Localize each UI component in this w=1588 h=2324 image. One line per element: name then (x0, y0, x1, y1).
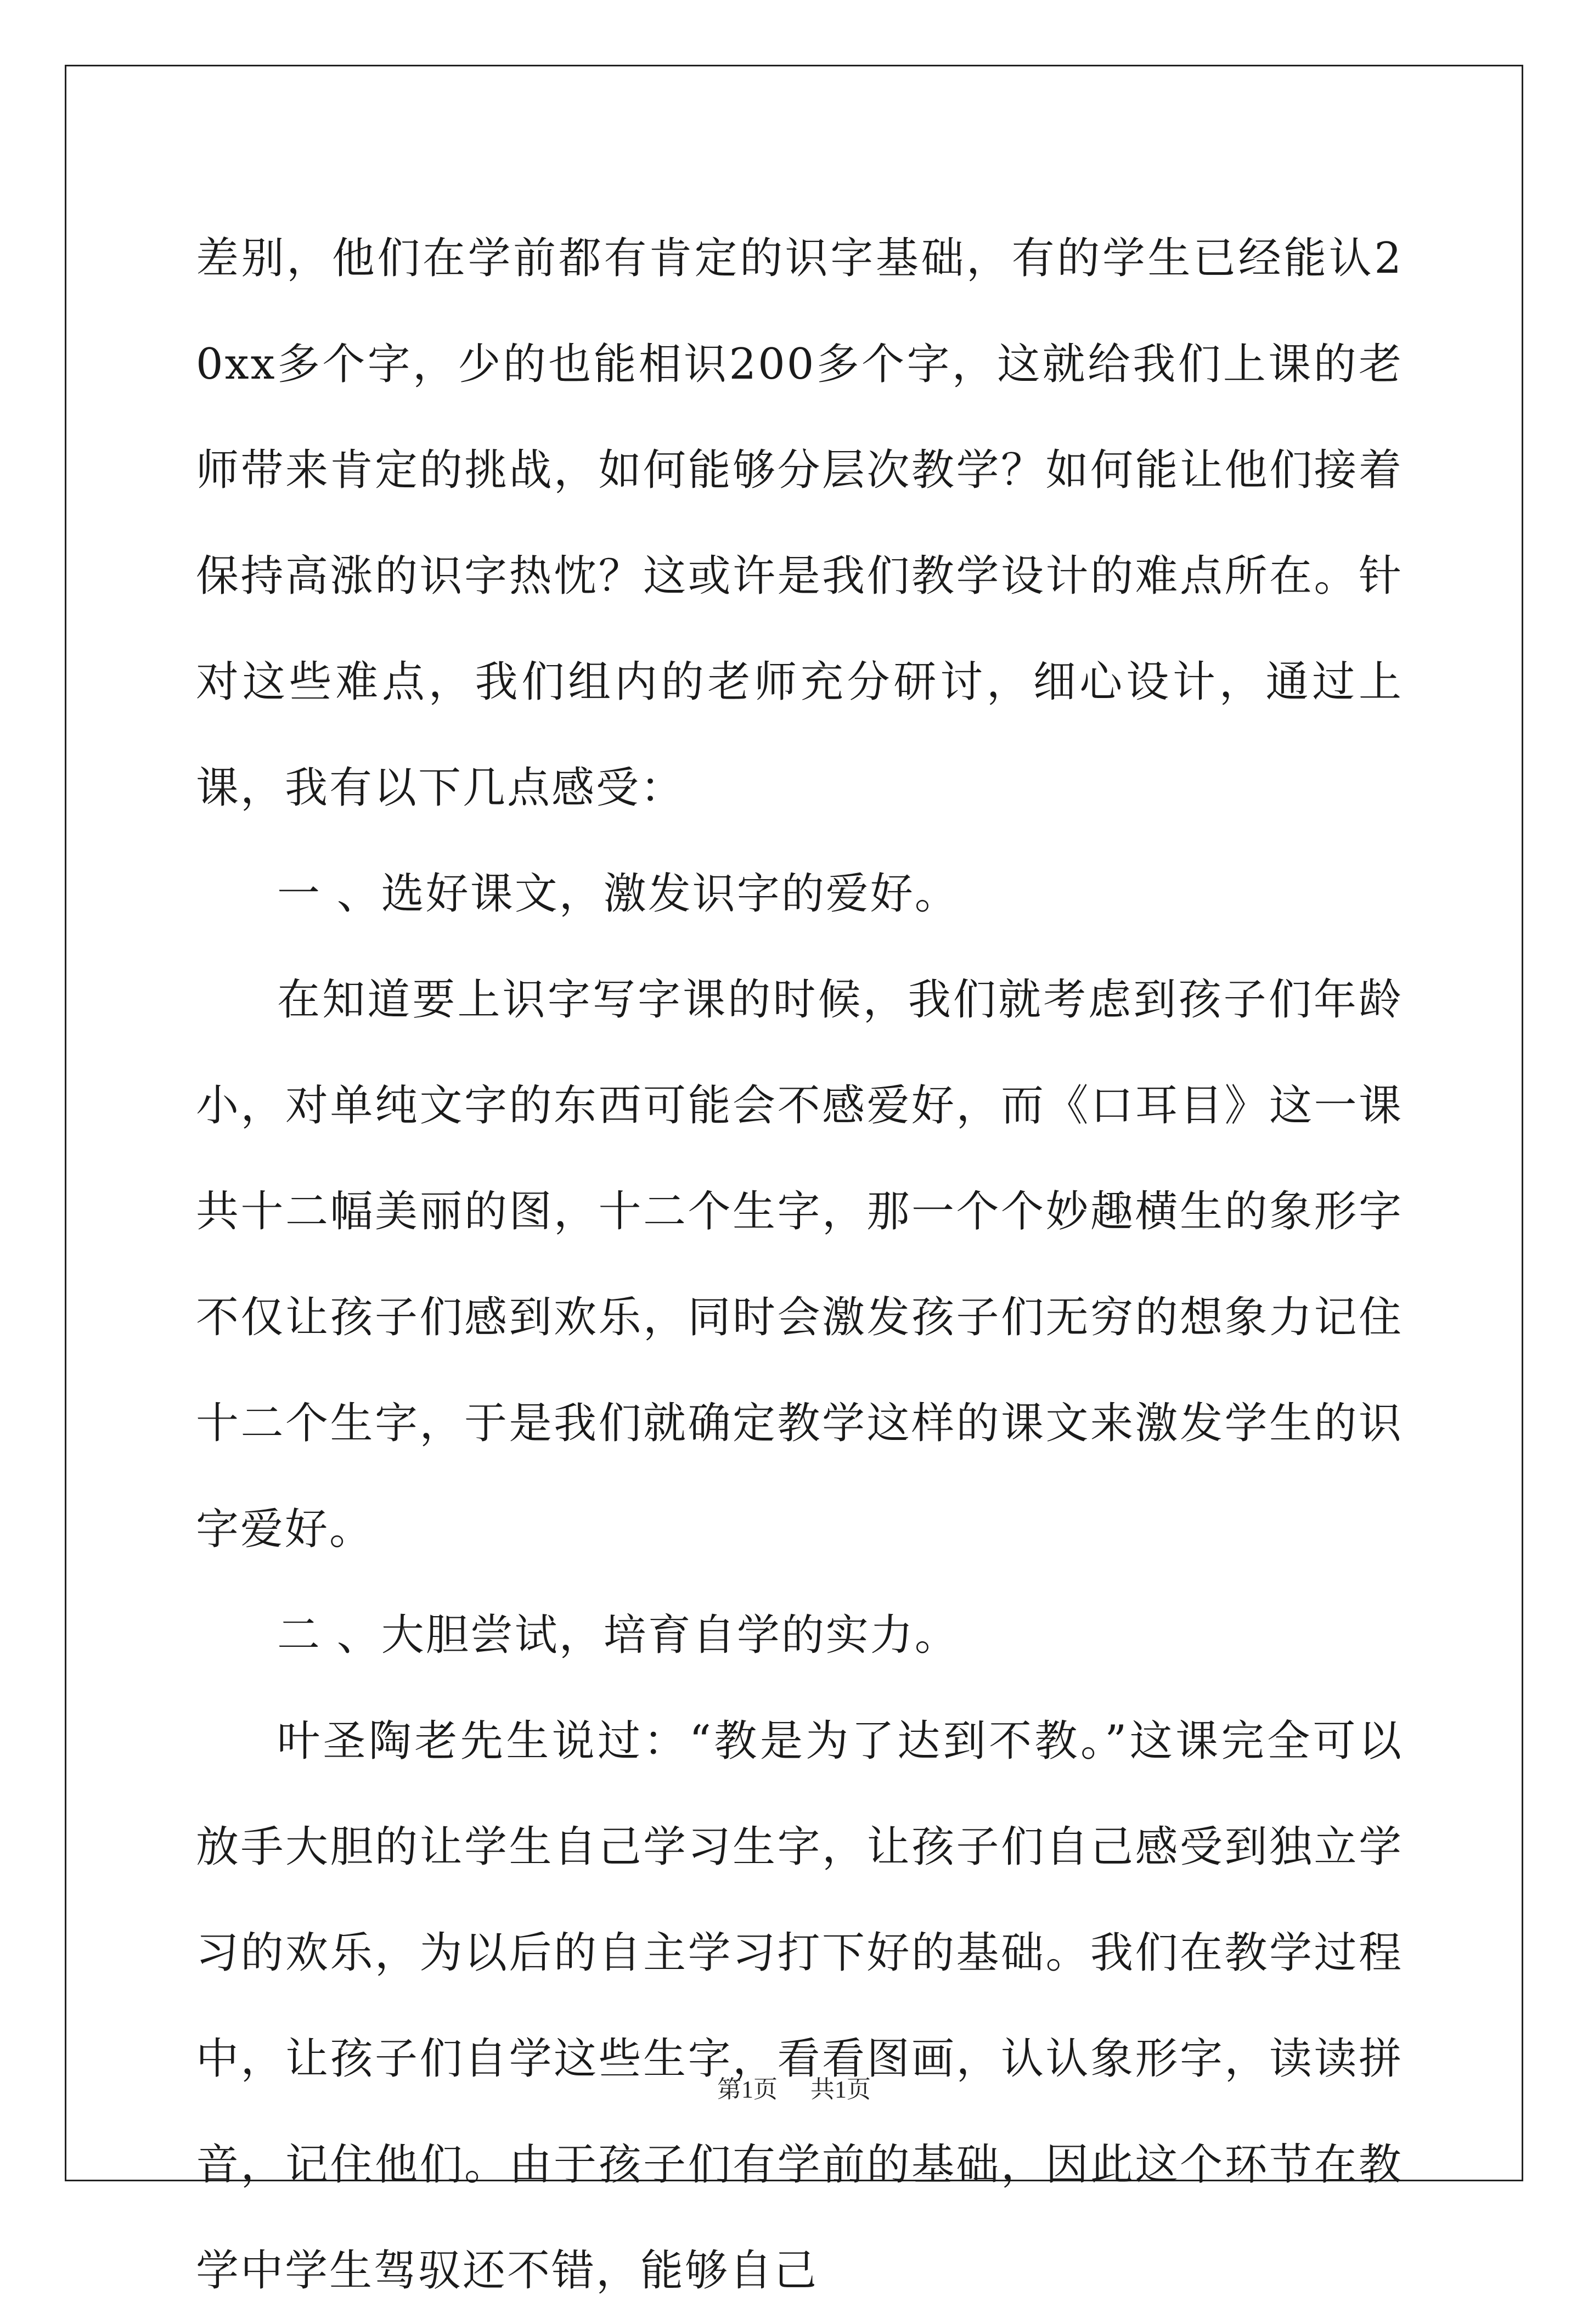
paragraph-1: 差别，他们在学前都有肯定的识字基础，有的学生已经能认20xx多个字，少的也能相识200多个字，这就给我们上课的老师带来肯定的挑战，如何能够分层次教学？如何能让他们接着保持高涨的识字热忱？这或许是我们教学设计的难点所在。针对这些难点，我们组内的老师充分研讨，细心设计，通过上课，我有以下几点感受： (196, 234, 1403, 813)
paragraph-2: 在知道要上识字写字课的时候，我们就考虑到孩子们年龄小，对单纯文字的东西可能会不感爱好，而《口耳目》这一课共十二幅美丽的图，十二个生字，那一个个妙趣横生的象形字不仅让孩子们感到欢乐，同时会激发孩子们无穷的想象力记住十二个生字，于是我们就确定教学这样的课文来激发学生的识字爱好。 (196, 975, 1403, 1554)
page-total: 共1页 (810, 2076, 871, 2103)
page-footer (0, 2073, 1588, 2106)
document-body (196, 206, 1403, 2324)
section-heading-2: 二 、大胆尝试，培育自学的实力。 (277, 1611, 959, 1660)
page-number: 第1页 (717, 2076, 778, 2103)
section-heading-1: 一 、选好课文，激发识字的爱好。 (277, 869, 959, 919)
paragraph-3: 叶圣陶老先生说过：“教是为了达到不教。”这课完全可以放手大胆的让学生自己学习生字，让孩子们自己感受到独立学习的欢乐，为以后的自主学习打下好的基础。我们在教学过程中，让孩子们自学这些生字，看看图画，认认象形字，读读拼音，记住他们。由于孩子们有学前的基础，因此这个环节在教学中学生驾驭还不错，能够自己 (196, 1717, 1403, 2295)
